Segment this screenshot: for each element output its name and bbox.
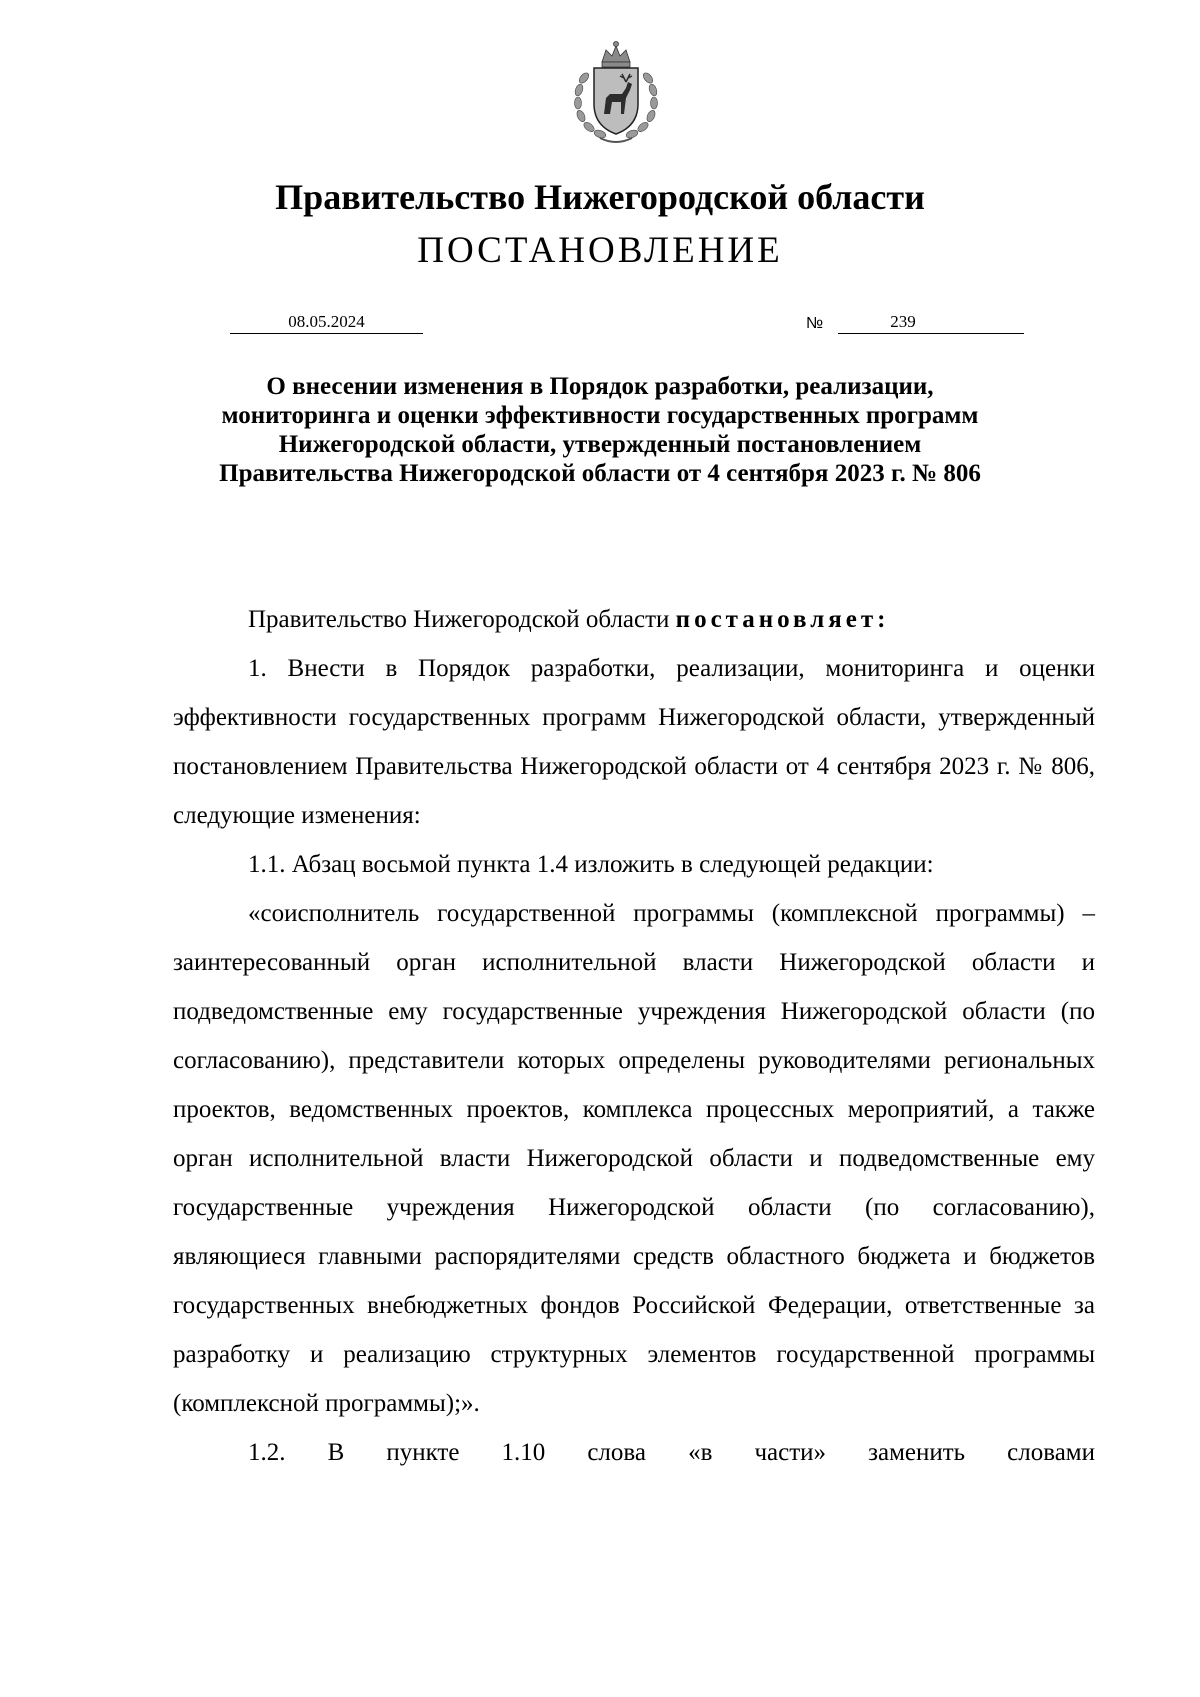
coat-of-arms-icon xyxy=(562,38,670,146)
paragraph-1: 1. Внести в Порядок разработки, реализации, мониторинга и оценки эффективности государственных программ Нижегородской области, утвержденный постановлением Правительства Нижегородской области от 4 сентября 2023 г. № 806, следующие изменения: xyxy=(173,655,1095,829)
quoted-paragraph: «соисполнитель государственной программы (комплексной программы) – заинтересованный орган исполнительной власти Нижегородской области и подведомственные ему государственные учреждения Нижегородской области (по согласованию), представители которых определены руководителями региональных проектов, ведомственных проектов, комплекса процессных мероприятий, а также орган исполнительной власти Нижегородской области и подведомственные ему государственные учреждения Нижегородской области (по согласованию), являющиеся главными распорядителями средств областного бюджета и бюджетов государственных внебюджетных фондов Российской Федерации, ответственные за разработку и реализацию структурных элементов государственной программы (комплексной программы);». xyxy=(173,900,1095,1417)
organization-name: Правительство Нижегородской области xyxy=(275,177,925,217)
document-title: О внесении изменения в Порядок разработки, реализации, мониторинга и оценки эффективности государственных программ Нижегородской области, утвержденный постановлением Правительства Нижегородской области от 4 сентября 2023 г. № 806 xyxy=(219,373,981,487)
paragraph-1-2: 1.2. В пункте 1.10 слова «в части» заменить словами xyxy=(248,1439,1095,1466)
intro-paragraph xyxy=(173,595,1095,644)
paragraph-1-1: 1.1. Абзац восьмой пункта 1.4 изложить в следующей редакции: xyxy=(248,851,934,878)
document-body xyxy=(173,595,1095,1477)
intro-prefix: Правительство Нижегородской области xyxy=(248,606,676,633)
document-date: 08.05.2024 xyxy=(230,311,423,334)
document-number: 239 xyxy=(890,312,916,331)
intro-verb: постановляет: xyxy=(675,606,890,633)
document-number-field xyxy=(838,311,1024,334)
document-type: ПОСТАНОВЛЕНИЕ xyxy=(417,230,783,271)
number-label: № xyxy=(806,315,824,332)
